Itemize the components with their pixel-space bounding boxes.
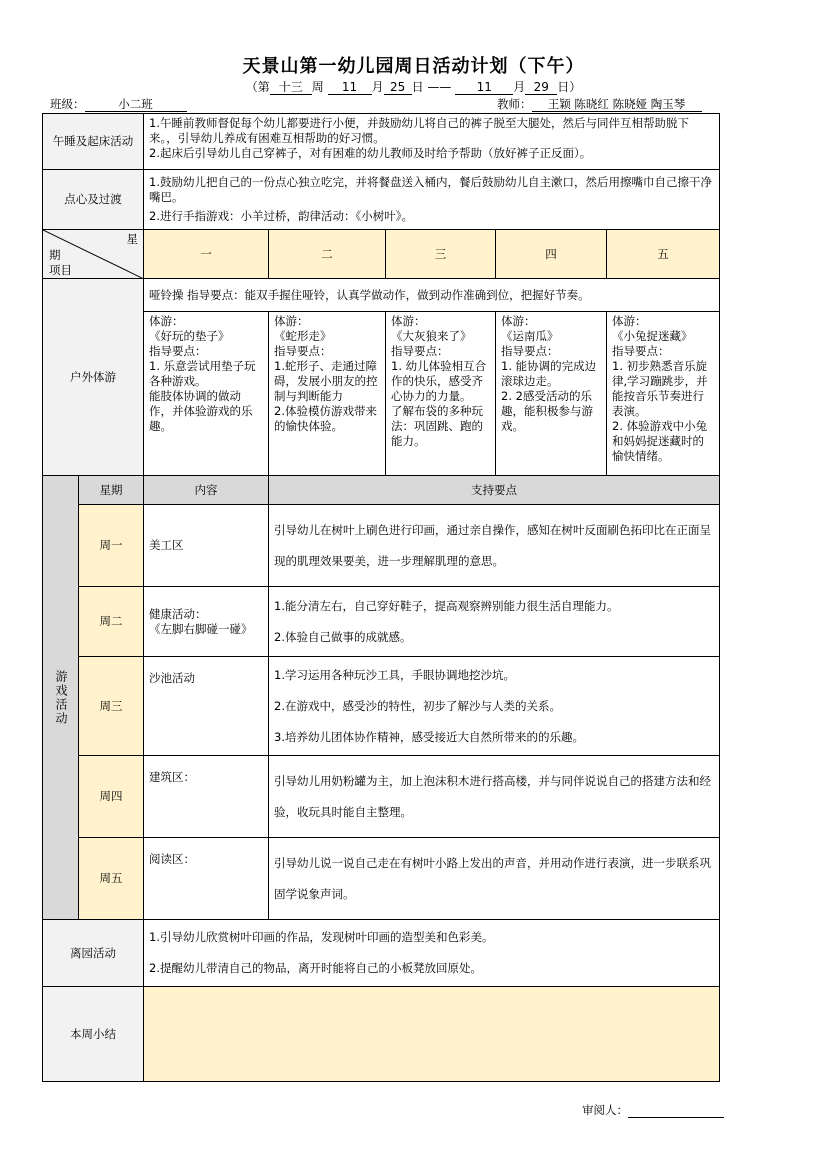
leave-content (144, 920, 720, 987)
leave-line: 1.引导幼儿欣赏树叶印画的作品，发现树叶印画的造型美和色彩美。 (149, 930, 494, 944)
plan-table (42, 113, 720, 1082)
games-header-row (43, 476, 720, 505)
games-day: 周一 (79, 505, 144, 587)
nap-line: 1.午睡前教师督促每个幼儿都要进行小便，并鼓励幼儿将自己的裤子脱至大腿处，然后与同伴互相帮助脱下来。，引导幼儿养成有困难互相帮助的好习惯。 (149, 116, 689, 145)
weekday-header-row (43, 230, 720, 279)
games-col-day: 星期 (79, 476, 144, 505)
games-row-mon (43, 505, 720, 587)
games-points (269, 657, 720, 756)
class-info (50, 96, 187, 112)
games-content: 沙池活动 (144, 657, 269, 756)
end-month: 11 (455, 81, 513, 95)
games-row-wed (43, 657, 720, 756)
start-day: 25 (384, 81, 412, 95)
teacher-info (497, 96, 702, 112)
date-separator: —— (427, 80, 452, 94)
outdoor-mon: 体游： 《好玩的垫子》 指导要点： 1. 乐意尝试用垫子玩各种游戏。 能肢体协调的做动作，并体验游戏的乐趣。 (144, 312, 269, 476)
weekday-thu: 四 (496, 230, 607, 279)
corner-top: 星 (126, 232, 138, 246)
teacher-value: 王颖 陈晓红 陈晓娅 陶玉琴 (532, 98, 702, 112)
snack-row (43, 170, 720, 230)
end-day: 29 (525, 81, 557, 95)
games-point: 1.学习运用各种玩沙工具，手眼协调地挖沙坑。 (274, 667, 515, 682)
week-number: 十三 (270, 81, 312, 95)
games-point: 1.能分清左右，自己穿好鞋子，提高观察辨别能力很生活自理能力。 (274, 598, 619, 613)
games-row-tue (43, 587, 720, 657)
games-day: 周二 (79, 587, 144, 657)
weekday-tue: 二 (269, 230, 386, 279)
games-col-content: 内容 (144, 476, 269, 505)
nap-label: 午睡及起床活动 (43, 114, 144, 170)
games-content: 健康活动： 《左脚右脚碰一碰》 (144, 587, 269, 657)
games-col-points: 支持要点 (269, 476, 720, 505)
corner-header (43, 230, 144, 279)
snack-line: 1.鼓励幼儿把自己的一份点心独立吃完，并将餐盘送入桶内，餐后鼓励幼儿自主漱口，然后用擦嘴巾自己擦干净嘴巴。 (149, 175, 712, 204)
outdoor-exercise: 哑铃操 指导要点：能双手握住哑铃，认真学做动作，做到动作准确到位，把握好节奏。 (144, 279, 720, 312)
leave-label: 离园活动 (43, 920, 144, 987)
nap-row (43, 114, 720, 170)
games-point: 2.体验自己做事的成就感。 (274, 629, 412, 644)
games-point: 引导幼儿说一说自己走在有树叶小路上发出的声音，并用动作进行表演，进一步联系巩固学说象声词。 (274, 855, 711, 901)
games-row-fri (43, 838, 720, 920)
summary-row (43, 987, 720, 1082)
weekday-wed: 三 (386, 230, 496, 279)
games-side-label (43, 476, 79, 920)
snack-label: 点心及过渡 (43, 170, 144, 230)
games-point: 2.在游戏中，感受沙的特性，初步了解沙与人类的关系。 (274, 698, 561, 713)
summary-content[interactable] (144, 987, 720, 1082)
outdoor-label: 户外体游 (43, 279, 144, 476)
games-day: 周五 (79, 838, 144, 920)
teacher-label: 教师： (497, 97, 532, 111)
games-point: 引导幼儿在树叶上刷色进行印画，通过亲自操作，感知在树叶反面刷色拓印比在正面呈现的肌理效果要美，进一步理解肌理的意思。 (274, 522, 711, 568)
corner-mid: 期 (49, 248, 61, 262)
summary-label: 本周小结 (43, 987, 144, 1082)
games-content: 美工区 (144, 505, 269, 587)
games-content: 建筑区： (144, 756, 269, 838)
start-day-label: 日 (411, 80, 424, 94)
games-point: 引导幼儿用奶粉罐为主，加上泡沫积木进行搭高楼，并与同伴说说自己的搭建方法和经验，收玩具时能自主整理。 (274, 773, 711, 819)
weekday-mon: 一 (144, 230, 269, 279)
outdoor-thu: 体游： 《运南瓜》 指导要点： 1. 能协调的完成边滚球边走。 2. 2感受活动的乐趣，能积极参与游戏。 (496, 312, 607, 476)
outdoor-fri: 体游： 《小兔捉迷藏》 指导要点： 1. 初步熟悉音乐旋律,学习蹦跳步，并能按音乐节奏进行表演。 2. 体验游戏中小兔和妈妈捉迷藏时的愉快情绪。 (607, 312, 720, 476)
games-side-text: 游戏活动 (54, 669, 68, 726)
games-content: 阅读区： (144, 838, 269, 920)
week-label: 周 (311, 80, 324, 94)
end-day-label: 日） (557, 80, 582, 94)
games-day: 周三 (79, 657, 144, 756)
leave-row (43, 920, 720, 987)
snack-line: 2.进行手指游戏：小羊过桥，韵律活动：《小树叶》。 (149, 209, 413, 223)
leave-line: 2.提醒幼儿带清自己的物品，离开时能将自己的小板凳放回原处。 (149, 961, 482, 975)
start-month: 11 (328, 81, 372, 95)
page-title: 天景山第一幼儿园周日活动计划（下午） (242, 56, 585, 77)
games-points (269, 587, 720, 657)
date-open: （第 (245, 80, 270, 94)
nap-line: 2.起床后引导幼儿自己穿裤子，对有困难的幼儿教师及时给予帮助（放好裤子正反面）。 (149, 146, 592, 160)
reviewer-line (582, 1102, 724, 1118)
corner-bottom: 项目 (49, 263, 72, 277)
outdoor-wed: 体游： 《大灰狼来了》 指导要点： 1. 幼儿体验相互合作的快乐，感受齐心协力的力量。 了解布袋的多种玩法：巩固跳、跑的能力。 (386, 312, 496, 476)
outdoor-exercise-row (43, 279, 720, 312)
end-month-label: 月 (513, 80, 526, 94)
games-points (269, 756, 720, 838)
class-label: 班级： (50, 97, 85, 111)
games-points (269, 505, 720, 587)
nap-content (144, 114, 720, 170)
games-row-thu (43, 756, 720, 838)
outdoor-days-row (43, 312, 720, 476)
reviewer-label: 审阅人： (582, 1103, 628, 1117)
outdoor-tue: 体游： 《蛇形走》 指导要点： 1.蛇形子、走通过障碍，发展小朋友的控制与判断能力 2.体验模仿游戏带来的愉快体验。 (269, 312, 386, 476)
class-value: 小二班 (85, 98, 187, 112)
start-month-label: 月 (371, 80, 384, 94)
snack-content (144, 170, 720, 230)
weekday-fri: 五 (607, 230, 720, 279)
games-points (269, 838, 720, 920)
games-day: 周四 (79, 756, 144, 838)
reviewer-signature-field[interactable] (628, 1104, 724, 1118)
date-line (0, 78, 827, 95)
games-point: 3.培养幼儿团体协作精神，感受接近大自然所带来的的乐趣。 (274, 729, 584, 744)
